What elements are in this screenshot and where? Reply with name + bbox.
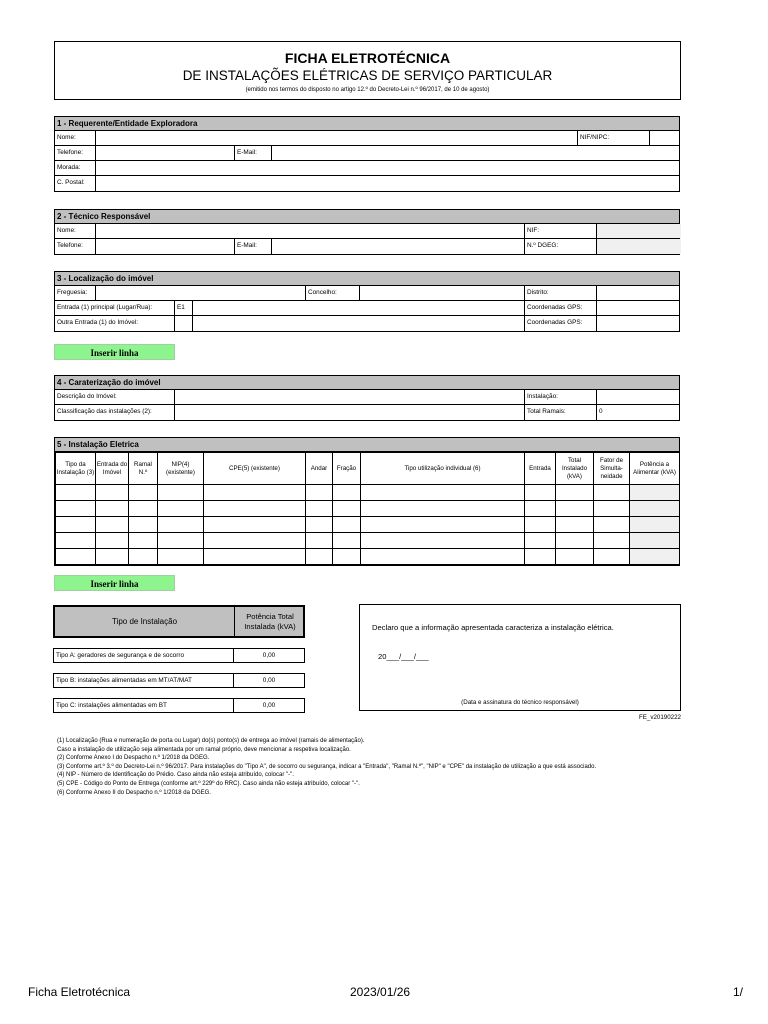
table-cell[interactable] bbox=[333, 501, 361, 517]
table-row bbox=[56, 549, 680, 565]
total-ramais-value: 0 bbox=[599, 408, 603, 415]
footnote: (5) CPE - Código do Ponto de Entrega (conforme art.º 229º do RRC). Caso ainda não esteja atribuído, colocar "-". bbox=[57, 780, 360, 787]
classificacao-label: Classificação das instalações (2): bbox=[55, 405, 175, 420]
summary-row-value: 0,00 bbox=[262, 677, 276, 684]
insert-row-button[interactable]: Inserir linha bbox=[54, 344, 175, 360]
table-cell[interactable] bbox=[158, 533, 204, 549]
table-cell[interactable] bbox=[96, 517, 129, 533]
table-cell[interactable] bbox=[56, 549, 96, 565]
table-cell[interactable] bbox=[594, 501, 630, 517]
footnote: Caso a instalação de utilização seja alimentada por um ramal próprio, deve mencionar a respetiva localização. bbox=[57, 746, 351, 753]
table-row bbox=[56, 501, 680, 517]
telefone-label: Telefone: bbox=[55, 146, 96, 160]
outra-entrada-label: Outra Entrada (1) do Imóvel: bbox=[55, 316, 175, 331]
table-cell[interactable] bbox=[333, 549, 361, 565]
table-cell[interactable] bbox=[361, 533, 525, 549]
gps-input[interactable] bbox=[597, 301, 681, 315]
tecnico-email-input[interactable] bbox=[272, 239, 525, 254]
nif-nipc-label: NIF/NIPC: bbox=[578, 131, 650, 145]
form-legal-note: (emitido nos termos do disposto no artigo 12.º do Decreto-Lei n.º 96/2017, de 10 de agosto) bbox=[245, 87, 490, 93]
morada-label: Morada: bbox=[55, 161, 96, 175]
table-cell[interactable] bbox=[306, 517, 333, 533]
summary-row-value: 0,00 bbox=[262, 702, 276, 709]
col-fracao: Fração bbox=[333, 453, 361, 485]
table-cell[interactable] bbox=[158, 501, 204, 517]
table-cell[interactable] bbox=[333, 533, 361, 549]
distrito-label: Distrito: bbox=[525, 286, 597, 300]
table-cell[interactable] bbox=[525, 501, 556, 517]
classificacao-input[interactable] bbox=[175, 405, 525, 420]
table-cell[interactable] bbox=[306, 501, 333, 517]
table-cell[interactable] bbox=[556, 501, 594, 517]
tecnico-telefone-label: Telefone: bbox=[55, 239, 96, 254]
cpostal-label: C. Postal: bbox=[55, 176, 96, 191]
col-andar: Andar bbox=[306, 453, 333, 485]
col-fator-simultaneidade: Fator de Simulta-neidade bbox=[594, 453, 630, 485]
table-cell[interactable] bbox=[306, 485, 333, 501]
table-cell[interactable] bbox=[129, 501, 158, 517]
table-cell[interactable] bbox=[129, 549, 158, 565]
col-entrada-imovel: Entrada do Imóvel bbox=[96, 453, 129, 485]
email-label: E-Mail: bbox=[235, 146, 272, 160]
col-cpe: CPE(5) (existente) bbox=[204, 453, 306, 485]
table-cell[interactable] bbox=[525, 517, 556, 533]
table-cell[interactable] bbox=[96, 549, 129, 565]
table-cell[interactable] bbox=[630, 501, 680, 517]
summary-type-header: Tipo de Instalação bbox=[55, 607, 235, 636]
summary-power-header: Potência Total Instalada (kVA) bbox=[244, 612, 296, 631]
table-cell[interactable] bbox=[56, 533, 96, 549]
col-entrada: Entrada bbox=[525, 453, 556, 485]
distrito-input[interactable] bbox=[597, 286, 681, 300]
email-input[interactable] bbox=[272, 146, 681, 160]
summary-row-label: Tipo C: instalações alimentadas em BT bbox=[54, 699, 234, 712]
table-cell[interactable] bbox=[204, 533, 306, 549]
outra-entrada-input[interactable] bbox=[193, 316, 525, 331]
table-cell[interactable] bbox=[594, 517, 630, 533]
tecnico-telefone-input[interactable] bbox=[96, 239, 235, 254]
summary-row-value: 0,00 bbox=[262, 652, 276, 659]
table-cell[interactable] bbox=[556, 533, 594, 549]
table-cell[interactable] bbox=[594, 485, 630, 501]
section-5-title: 5 - Instalação Eletrica bbox=[55, 438, 679, 452]
total-ramais-label: Total Ramais: bbox=[525, 405, 597, 420]
tecnico-nif-input[interactable] bbox=[597, 224, 681, 238]
footer-date: 2023/01/26 bbox=[350, 985, 411, 999]
table-cell[interactable] bbox=[96, 533, 129, 549]
nif-nipc-input[interactable] bbox=[650, 131, 681, 145]
morada-input[interactable] bbox=[96, 161, 681, 175]
table-row bbox=[56, 485, 680, 501]
col-tipo-instalacao: Tipo da Instalação (3) bbox=[56, 453, 96, 485]
descricao-label: Descrição do Imóvel: bbox=[55, 390, 175, 404]
declaration-text: Declaro que a informação apresentada caracteriza a instalação elétrica. bbox=[372, 623, 614, 632]
concelho-label: Concelho: bbox=[306, 286, 360, 300]
table-header-row bbox=[56, 453, 680, 485]
freguesia-label: Freguesia: bbox=[55, 286, 96, 300]
form-header bbox=[54, 41, 681, 100]
nome-label: Nome: bbox=[55, 131, 96, 145]
section-1-title: 1 - Requerente/Entidade Exploradora bbox=[55, 117, 679, 131]
table-cell[interactable] bbox=[56, 501, 96, 517]
section-2-title: 2 - Técnico Responsável bbox=[55, 210, 679, 224]
outra-entrada-code[interactable] bbox=[175, 316, 193, 331]
table-cell[interactable] bbox=[594, 533, 630, 549]
footnote: (4) NIP - Número de Identificação do Prédio. Caso ainda não esteja atribuído, colocar "-". bbox=[57, 772, 294, 779]
declaration-box bbox=[359, 604, 681, 711]
footer-page-number: 1/ bbox=[733, 985, 744, 999]
telefone-input[interactable] bbox=[96, 146, 235, 160]
section-requerente bbox=[54, 116, 680, 192]
table-cell[interactable] bbox=[333, 485, 361, 501]
table-cell[interactable] bbox=[96, 485, 129, 501]
table-cell[interactable] bbox=[556, 549, 594, 565]
nome-input[interactable] bbox=[96, 131, 578, 145]
insert-row-button-2[interactable]: Inserir linha bbox=[54, 575, 175, 591]
summary-row-label: Tipo B: instalações alimentadas em MT/AT/MAT bbox=[54, 674, 234, 687]
entrada-principal-label: Entrada (1) principal (Lugar/Rua): bbox=[55, 301, 175, 315]
table-cell[interactable] bbox=[361, 501, 525, 517]
footnote: (1) Localização (Rua e numeração de porta ou Lugar) do(s) ponto(s) de entrega ao imóvel (ramais de alimentação). bbox=[57, 738, 365, 744]
cpostal-input[interactable] bbox=[96, 176, 681, 191]
footnote: (3) Conforme art.º 3.º do Decreto-Lei n.º 96/2017. Para instalações do "Tipo A", de socorro ou segurança, indicar a "Entrada", "Ramal N.º", "NIP" e "CPE" da instalação de utilização a que está associado. bbox=[57, 763, 597, 770]
gps-label: Coordenadas GPS: bbox=[525, 301, 597, 315]
table-cell[interactable] bbox=[158, 485, 204, 501]
table-cell[interactable] bbox=[129, 485, 158, 501]
form-subtitle: DE INSTALAÇÕES ELÉTRICAS DE SERVIÇO PARTICULAR bbox=[182, 68, 553, 83]
dgeg-label: N.º DGEG: bbox=[525, 239, 597, 254]
table-cell[interactable] bbox=[306, 549, 333, 565]
freguesia-input[interactable] bbox=[96, 286, 306, 300]
table-cell[interactable] bbox=[556, 485, 594, 501]
table-cell[interactable] bbox=[56, 485, 96, 501]
table-cell[interactable] bbox=[594, 549, 630, 565]
table-cell[interactable] bbox=[158, 549, 204, 565]
table-cell[interactable] bbox=[333, 517, 361, 533]
declaration-date-field[interactable]: 20___/___/___ bbox=[378, 652, 429, 661]
table-cell[interactable] bbox=[556, 517, 594, 533]
table-cell[interactable] bbox=[158, 517, 204, 533]
tecnico-email-label: E-Mail: bbox=[235, 239, 272, 254]
table-cell[interactable] bbox=[96, 501, 129, 517]
gps2-label: Coordenadas GPS: bbox=[525, 316, 597, 331]
installation-table bbox=[55, 452, 680, 565]
summary-row-b bbox=[53, 673, 305, 688]
col-total-instalado: Total Instalado (kVA) bbox=[556, 453, 594, 485]
section-caraterizacao bbox=[54, 375, 680, 421]
instalacao-input[interactable] bbox=[597, 390, 681, 404]
section-tecnico bbox=[54, 209, 680, 255]
table-cell[interactable] bbox=[204, 485, 306, 501]
table-cell[interactable] bbox=[525, 533, 556, 549]
table-cell[interactable] bbox=[630, 485, 680, 501]
table-cell[interactable] bbox=[361, 549, 525, 565]
instalacao-label: Instalação: bbox=[525, 390, 597, 404]
section-instalacao-eletrica bbox=[54, 437, 680, 566]
tecnico-nome-input[interactable] bbox=[96, 224, 525, 238]
table-cell[interactable] bbox=[204, 501, 306, 517]
descricao-input[interactable] bbox=[175, 390, 525, 404]
summary-row-a bbox=[53, 648, 305, 663]
table-cell[interactable] bbox=[306, 533, 333, 549]
table-cell[interactable] bbox=[204, 517, 306, 533]
summary-row-c bbox=[53, 698, 305, 713]
col-ramal: Ramal N.º bbox=[129, 453, 158, 485]
signature-caption: (Data e assinatura do técnico responsável) bbox=[461, 699, 579, 706]
table-cell[interactable] bbox=[525, 549, 556, 565]
table-cell[interactable] bbox=[204, 549, 306, 565]
footnote: (6) Conforme Anexo II do Despacho n.º 1/2018 da DGEG. bbox=[57, 789, 211, 796]
table-cell[interactable] bbox=[361, 485, 525, 501]
table-cell[interactable] bbox=[129, 517, 158, 533]
table-cell[interactable] bbox=[525, 485, 556, 501]
section-3-title: 3 - Localização do imóvel bbox=[55, 272, 679, 286]
tecnico-nif-label: NIF: bbox=[525, 224, 597, 238]
table-cell[interactable] bbox=[361, 517, 525, 533]
col-tipo-utilizacao: Tipo utilização individual (6) bbox=[361, 453, 525, 485]
footnotes bbox=[57, 737, 737, 797]
table-cell[interactable] bbox=[630, 549, 680, 565]
dgeg-input[interactable] bbox=[597, 239, 681, 254]
tecnico-nome-label: Nome: bbox=[55, 224, 96, 238]
table-cell[interactable] bbox=[129, 533, 158, 549]
entrada-principal-input[interactable] bbox=[193, 301, 525, 315]
footer-document-name: Ficha Eletrotécnica bbox=[28, 985, 131, 999]
summary-header bbox=[53, 605, 305, 638]
table-cell[interactable] bbox=[630, 517, 680, 533]
gps2-input[interactable] bbox=[597, 316, 681, 331]
table-cell[interactable] bbox=[630, 533, 680, 549]
entrada-e1-label: E1 bbox=[175, 301, 193, 315]
summary-row-label: Tipo A: geradores de segurança e de socorro bbox=[54, 649, 234, 662]
col-nip: NIP(4) (existente) bbox=[158, 453, 204, 485]
section-localizacao bbox=[54, 271, 680, 332]
concelho-input[interactable] bbox=[360, 286, 525, 300]
footnote: (2) Conforme Anexo I do Despacho n.º 1/2018 da DGEG. bbox=[57, 755, 210, 762]
table-cell[interactable] bbox=[56, 517, 96, 533]
col-potencia-alimentar: Potência a Alimentar (kVA) bbox=[630, 453, 680, 485]
form-title: FICHA ELETROTÉCNICA bbox=[284, 50, 451, 66]
version-label: FE_v20190222 bbox=[639, 714, 681, 721]
section-4-title: 4 - Caraterização do imóvel bbox=[55, 376, 679, 390]
table-row bbox=[56, 517, 680, 533]
table-row bbox=[56, 533, 680, 549]
